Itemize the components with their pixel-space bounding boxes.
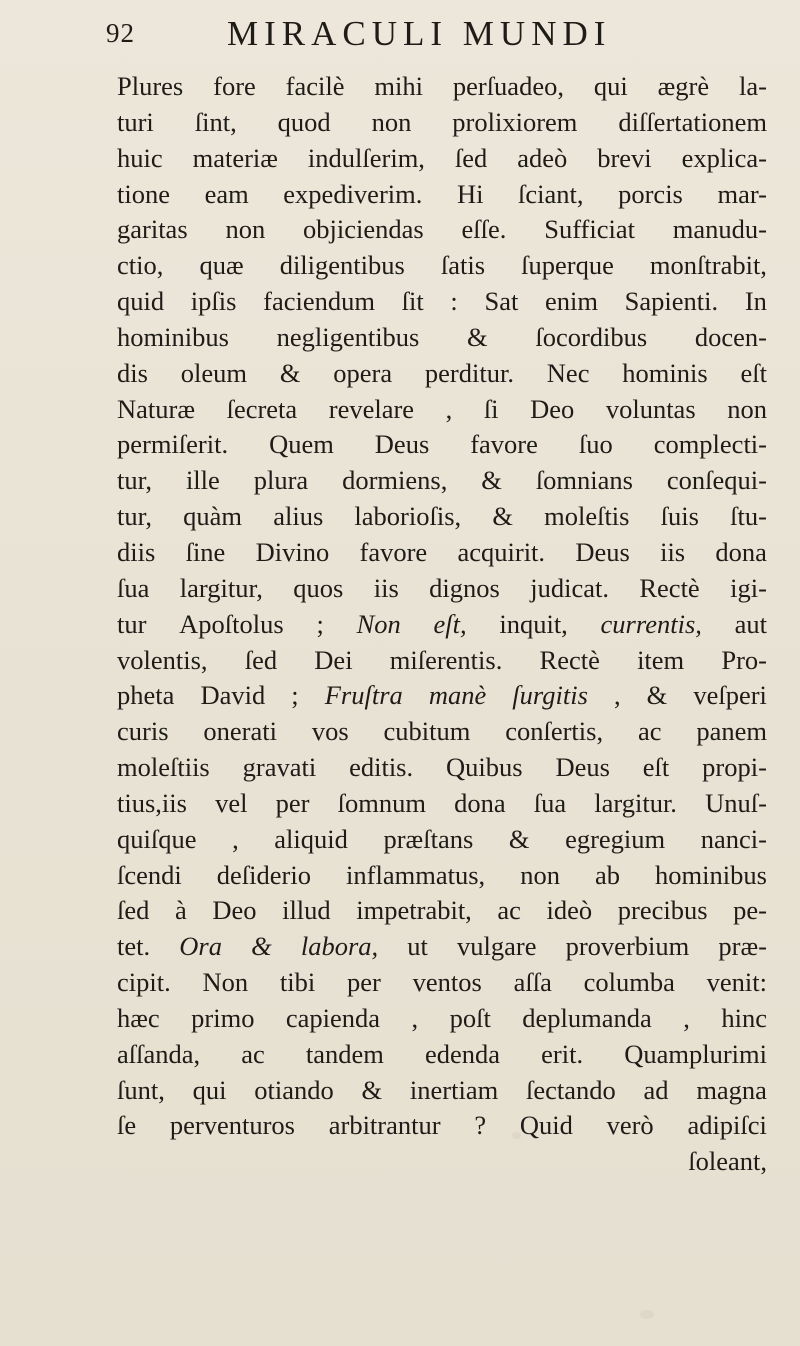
word: alius (273, 501, 324, 532)
word: quid (117, 286, 165, 317)
word: item (637, 644, 685, 675)
word: proverbium (565, 931, 690, 962)
word: eſſe. (461, 214, 507, 245)
word: iis (373, 572, 399, 603)
word: ideò (546, 895, 593, 926)
word: præſtans (383, 823, 474, 854)
word: garitas (117, 214, 188, 245)
paper-speck (640, 1310, 654, 1319)
word: Apoſtolus (179, 608, 284, 639)
word: ſua (533, 787, 567, 818)
word: tandem (305, 1038, 384, 1069)
text-line (117, 750, 767, 786)
word: manè (428, 680, 487, 711)
word: ſua (117, 572, 150, 603)
word: tur, (117, 465, 153, 496)
word: perſuadeo, (452, 71, 564, 101)
word: Sat (484, 286, 519, 317)
word: ſurgitis (512, 680, 588, 711)
text-line (117, 607, 767, 643)
word: inquit, (499, 608, 568, 639)
word: cipit. (117, 967, 171, 998)
word: enim (545, 286, 598, 317)
word: ſe (117, 1110, 137, 1141)
word: hæc (117, 1002, 160, 1033)
word: manudu- (672, 214, 767, 245)
word: favore (359, 536, 428, 567)
word: Pro- (721, 644, 767, 675)
text-line (117, 69, 767, 105)
word: Deus (374, 429, 430, 460)
word: : (450, 286, 458, 317)
word: ſomnum (337, 787, 426, 818)
word: ac (637, 716, 662, 747)
word: labora, (300, 931, 379, 962)
word: ſuis (660, 501, 699, 532)
word: Quem (269, 429, 334, 460)
word: non (371, 106, 412, 137)
word: non (727, 393, 767, 424)
word: ſi (483, 393, 499, 424)
word: miſerentis. (389, 644, 503, 675)
text-line (117, 786, 767, 822)
word: tur, (117, 501, 153, 532)
word: inflammatus, (346, 859, 486, 890)
word: perventuros (169, 1110, 295, 1141)
word: aut (734, 608, 767, 639)
word: magna (696, 1074, 767, 1105)
word: Nec (546, 357, 590, 388)
word: diſſertationem (618, 106, 767, 137)
text-line (117, 212, 767, 248)
word: brevi (597, 142, 652, 173)
word: aſſanda, (117, 1038, 201, 1069)
word: Deus (575, 536, 630, 567)
word: David (200, 680, 266, 711)
word: hominis (622, 357, 708, 388)
word: eſt (642, 752, 670, 783)
word: Hi (456, 178, 484, 209)
word: Non (202, 967, 249, 998)
word: otiando (254, 1074, 334, 1105)
word: dona (454, 787, 506, 818)
word: ſine (185, 536, 226, 567)
word: indulſerim, (307, 142, 425, 173)
word: Quid (519, 1110, 573, 1141)
word: , (445, 393, 453, 424)
word: ſomnians (535, 465, 633, 496)
word: moleſtis (544, 501, 630, 532)
text-line (117, 1037, 767, 1073)
word: ad (643, 1074, 669, 1105)
running-head (0, 14, 800, 54)
word: ſocordibus (535, 321, 648, 352)
word: gravati (242, 752, 317, 783)
word: Rectè (639, 572, 700, 603)
word: ſcendi (117, 859, 182, 890)
word: eſt (740, 357, 767, 388)
word: conſertis, (505, 716, 604, 747)
word: ſuo (578, 429, 613, 460)
word: laborioſis, (354, 501, 462, 532)
word: ab (594, 859, 620, 890)
word: dis (117, 357, 148, 388)
text-line (117, 1108, 767, 1144)
word: præ- (718, 931, 767, 962)
word: quos (293, 572, 344, 603)
word: porcis (618, 178, 683, 209)
word: onerati (203, 716, 277, 747)
word: tione (117, 178, 170, 209)
word: & (251, 931, 272, 962)
text-line (117, 499, 767, 535)
word: la- (738, 71, 767, 101)
word: qui (593, 71, 628, 101)
text-line (117, 1144, 767, 1180)
text-line (117, 714, 767, 750)
word: per (275, 787, 310, 818)
word: Dei (314, 644, 353, 675)
text-line (117, 392, 767, 428)
word: Naturæ (117, 393, 196, 424)
word: erit. (541, 1038, 584, 1069)
word: illud (282, 895, 331, 926)
word: quàm (183, 501, 243, 532)
word: , (683, 1002, 690, 1033)
word: mar- (717, 178, 767, 209)
word: ſciant, (518, 178, 584, 209)
word: qui (192, 1074, 227, 1105)
text-line (117, 177, 767, 213)
word: Fruſtra (324, 680, 403, 711)
word: veſperi (693, 680, 767, 711)
word: ſed (244, 644, 278, 675)
word: dona (715, 536, 767, 567)
word: diis (117, 536, 156, 567)
text-line (117, 141, 767, 177)
word: nanci- (700, 823, 767, 854)
word: Deo (212, 895, 257, 926)
text-line (117, 320, 767, 356)
word: ſint, (194, 106, 237, 137)
word: deplumanda (522, 1002, 652, 1033)
text-line (117, 356, 767, 392)
text-line (117, 1001, 767, 1037)
word: & (508, 823, 530, 854)
word: judicat. (530, 572, 609, 603)
word: , (411, 1002, 419, 1033)
text-line (117, 929, 767, 965)
word: per (347, 967, 381, 998)
word: propi- (702, 752, 767, 783)
word: permiſerit. (117, 429, 229, 460)
word: ſed (454, 142, 488, 173)
word: aſſa (513, 967, 552, 998)
word: impetrabit, (356, 895, 472, 926)
word: arbitrantur (328, 1110, 441, 1141)
word: Non (356, 608, 401, 639)
word: dignos (429, 572, 500, 603)
word: favore (470, 429, 538, 460)
word: docen- (694, 321, 767, 352)
word: ſunt, (117, 1074, 165, 1105)
word: igi- (730, 572, 767, 603)
word: & (467, 321, 488, 352)
word: ſuperque (521, 250, 614, 281)
word: tibi (279, 967, 316, 998)
word: ſecreta (226, 393, 298, 424)
word: opera (333, 357, 393, 388)
running-title: MIRACULI MUNDI (227, 14, 612, 53)
word: acquirit. (457, 536, 546, 567)
text-line (117, 678, 767, 714)
word: voluntas (605, 393, 696, 424)
word: complecti- (653, 429, 767, 460)
word: aliquid (274, 823, 348, 854)
word: poſt (449, 1002, 491, 1033)
word: Unuſ- (705, 787, 767, 818)
word: turi (117, 106, 154, 137)
word: prolixiorem (452, 106, 578, 137)
word: moleſtiis (117, 752, 210, 783)
word: ille (185, 465, 220, 496)
word: ; (316, 608, 324, 639)
word: negligentibus (276, 321, 420, 352)
word: editis. (349, 752, 414, 783)
word: objiciendas (303, 214, 424, 245)
word: mihi (374, 71, 423, 101)
word: Deus (555, 752, 610, 783)
word: explica- (681, 142, 767, 173)
word: adipiſci (687, 1110, 767, 1141)
word: huic (117, 142, 163, 173)
word: expediverim. (283, 178, 423, 209)
word: vos (311, 716, 349, 747)
word: Ora (179, 931, 222, 962)
word: quiſque (117, 823, 197, 854)
word: oleum (180, 357, 247, 388)
word: ? (474, 1110, 487, 1141)
word: Rectè (539, 644, 600, 675)
word: deſiderio (216, 859, 311, 890)
word: pheta (117, 680, 175, 711)
word: Sapienti. (624, 286, 719, 317)
word: columba (583, 967, 675, 998)
word: ſectando (526, 1074, 616, 1105)
word: cubitum (383, 716, 471, 747)
text-line (117, 427, 767, 463)
word: Sufficiat (544, 214, 635, 245)
word: dormiens, (342, 465, 448, 496)
word: tet. (117, 931, 151, 962)
word: ſoleant, (688, 1146, 767, 1177)
word: ventos (412, 967, 482, 998)
word: verò (606, 1110, 654, 1141)
text-line (117, 893, 767, 929)
text-line (117, 284, 767, 320)
word: diligentibus (279, 250, 405, 281)
word: largitur, (179, 572, 263, 603)
word: capienda (285, 1002, 381, 1033)
word: ſed (117, 895, 150, 926)
word: materiæ (192, 142, 278, 173)
word: ſit (401, 286, 424, 317)
word: & (279, 357, 301, 388)
page-number: 92 (106, 18, 135, 48)
word: quod (277, 106, 331, 137)
word: ægrè (657, 71, 710, 101)
word: inertiam (409, 1074, 499, 1105)
word: edenda (425, 1038, 501, 1069)
text-line (117, 248, 767, 284)
word: ſtu- (730, 501, 767, 532)
word: facilè (285, 71, 345, 101)
word: vulgare (457, 931, 537, 962)
word: venit: (706, 967, 767, 998)
word: tius,iis (117, 787, 187, 818)
word: fore (213, 71, 256, 101)
text-line (117, 1073, 767, 1109)
word: hominibus (117, 321, 229, 352)
word: largitur. (594, 787, 677, 818)
word: & (361, 1074, 383, 1105)
word: pe- (733, 895, 767, 926)
word: ut (407, 931, 428, 962)
word: Quamplurimi (624, 1038, 767, 1069)
word: primo (191, 1002, 255, 1033)
word: à (174, 895, 187, 926)
word: ſatis (440, 250, 486, 281)
word: , (613, 680, 621, 711)
word: currentis, (600, 608, 702, 639)
word: , (232, 823, 239, 854)
word: egregium (565, 823, 666, 854)
word: non (225, 214, 266, 245)
word: perditur. (424, 357, 514, 388)
word: tur (117, 608, 147, 639)
word: hominibus (655, 859, 767, 890)
word: quæ (199, 250, 244, 281)
word: & (646, 680, 668, 711)
text-line (117, 822, 767, 858)
text-line (117, 105, 767, 141)
word: In (744, 286, 767, 317)
word: adeò (517, 142, 568, 173)
word: ; (291, 680, 299, 711)
word: ac (241, 1038, 265, 1069)
word: volentis, (117, 644, 208, 675)
text-line (117, 463, 767, 499)
word: vel (215, 787, 248, 818)
text-line (117, 858, 767, 894)
word: faciendum (263, 286, 375, 317)
word: ctio, (117, 250, 164, 281)
text-line (117, 643, 767, 679)
word: conſequi- (666, 465, 767, 496)
word: & (492, 501, 513, 532)
word: ipſis (190, 286, 237, 317)
word: curis (117, 716, 169, 747)
word: iis (660, 536, 686, 567)
word: non (520, 859, 560, 890)
text-line (117, 535, 767, 571)
word: eſt, (433, 608, 467, 639)
word: & (481, 465, 502, 496)
text-line (117, 571, 767, 607)
word: monſtrabit, (649, 250, 767, 281)
word: Deo (530, 393, 575, 424)
word: hinc (721, 1002, 767, 1033)
word: ac (497, 895, 521, 926)
word: revelare (328, 393, 415, 424)
word: precibus (617, 895, 708, 926)
body-text (117, 69, 767, 1180)
text-line (117, 965, 767, 1001)
word: Quibus (446, 752, 523, 783)
word: plura (253, 465, 309, 496)
word: Plures (117, 71, 184, 101)
word: eam (204, 178, 249, 209)
word: Divino (255, 536, 330, 567)
word: panem (696, 716, 767, 747)
